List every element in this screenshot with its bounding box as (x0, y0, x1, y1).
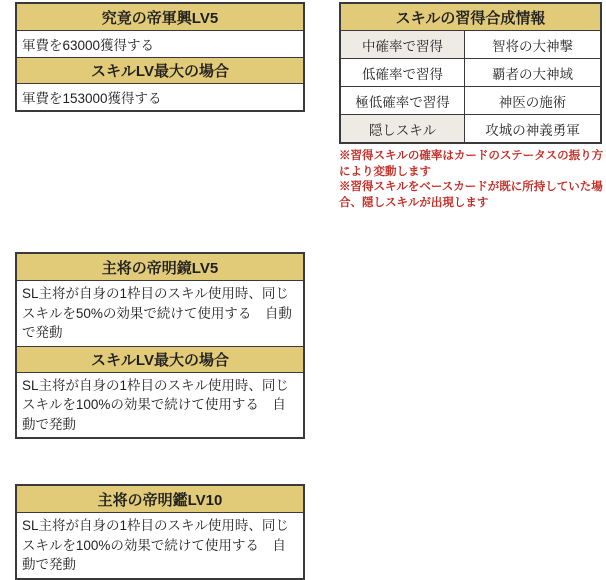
footnote-probability: ※習得スキルの確率はカードのステータスの振り方により変動します (339, 150, 604, 178)
probability-label: 中確率で習得 (341, 31, 465, 58)
gunko-effect-text: 軍費を63000獲得する (17, 30, 303, 57)
skill-info-row-low (341, 58, 600, 86)
meikan-table-title: 主将の帝明鑑LV10 (17, 486, 303, 512)
skill-info-row-medium (341, 30, 600, 58)
footnote-hidden-skill: ※習得スキルをベースカードが既に所持していた場合、隠しスキルが出現します (339, 181, 603, 209)
meikyo-max-effect-text: SL主将が自身の1枠目のスキル使用時、同じスキルを100%の効果で続けて使用する 自動で発動 (17, 372, 303, 438)
meikan-skill-table (15, 484, 305, 580)
meikyo-effect-text: SL主将が自身の1枠目のスキル使用時、同じスキルを50%の効果で続けて使用する 自動で発動 (17, 280, 303, 346)
skill-name: 攻城の神義勇軍 (485, 122, 580, 138)
skill-acquisition-info-table (339, 2, 602, 144)
meikyo-table-title: 主将の帝明鏡LV5 (17, 254, 303, 280)
gunko-max-effect-text: 軍費を153000獲得する (17, 83, 303, 110)
skill-name: 覇者の大神域 (492, 66, 573, 82)
skill-info-title: スキルの習得合成情報 (341, 4, 600, 30)
meikyo-max-level-header: スキルLV最大の場合 (17, 346, 303, 372)
skill-name: 智将の大神撃 (492, 38, 573, 54)
skill-info-row-very-low (341, 86, 600, 114)
skill-info-row-hidden (341, 114, 600, 142)
probability-label: 低確率で習得 (341, 59, 465, 86)
gunko-max-level-header: スキルLV最大の場合 (17, 57, 303, 83)
gunko-table-title: 究竟の帝軍興LV5 (17, 4, 303, 30)
gunko-skill-table (15, 2, 305, 112)
probability-label: 隠しスキル (341, 115, 465, 142)
skill-info-footnotes (339, 149, 606, 211)
meikan-effect-text: SL主将が自身の1枠目のスキル使用時、同じスキルを100%の効果で続けて使用する 自動で発動 (17, 512, 303, 578)
meikyo-skill-table (15, 252, 305, 439)
probability-label: 極低確率で習得 (341, 87, 465, 114)
skill-name: 神医の施術 (498, 94, 567, 110)
